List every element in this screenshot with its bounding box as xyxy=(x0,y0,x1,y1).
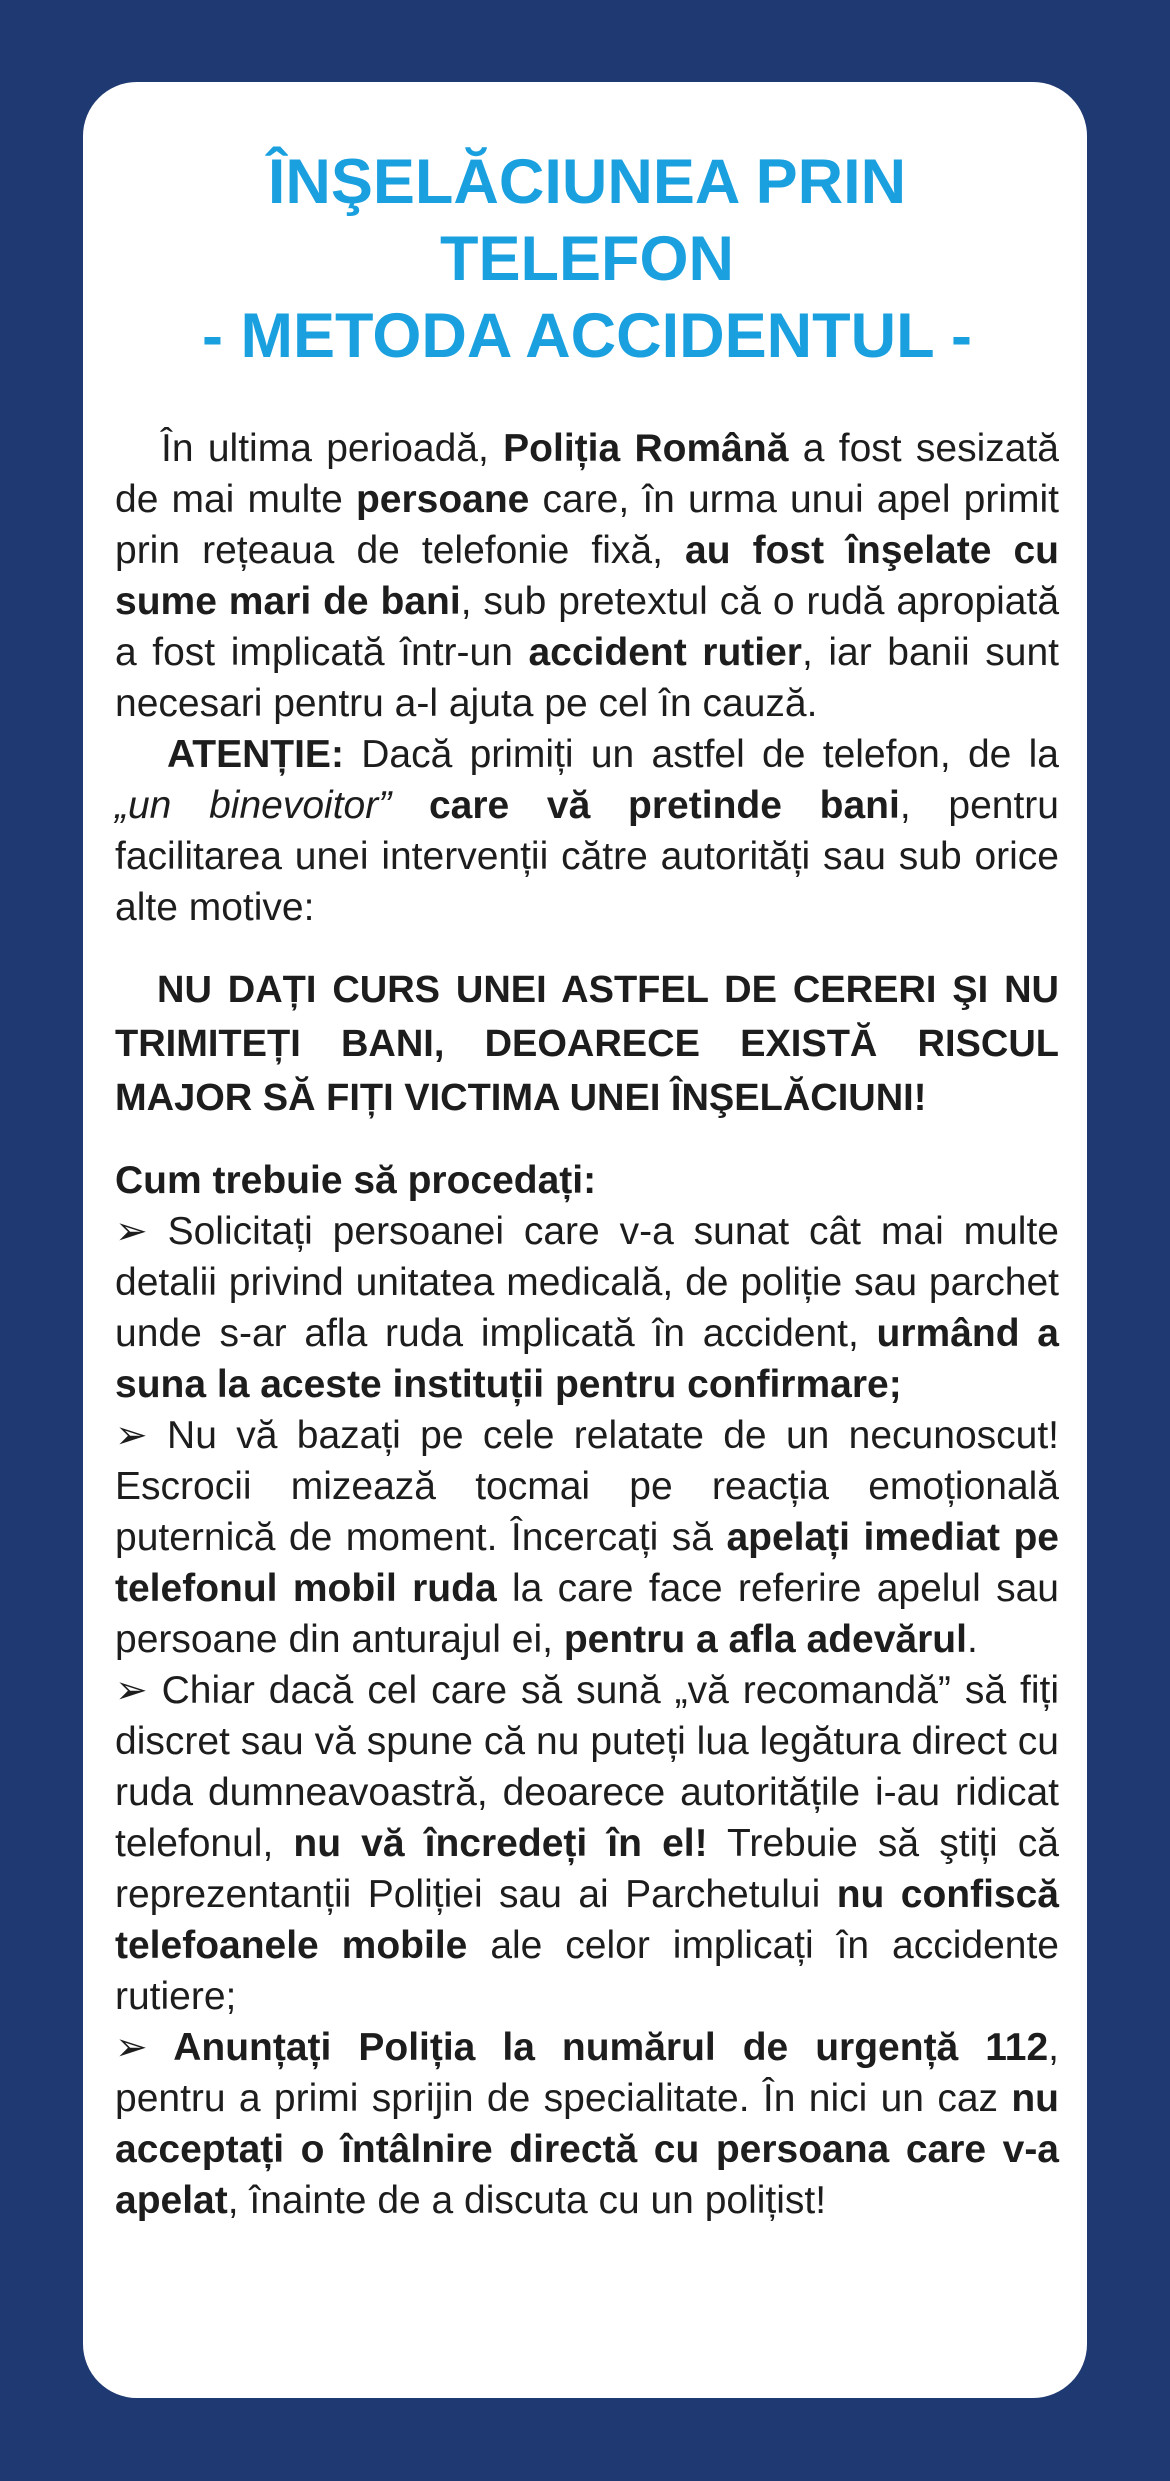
item3-bold-2: nu confiscă telefoanele mobile xyxy=(115,1873,1059,1967)
intro-text-3: care, în urma unui apel primit prin rețeaua de telefonie fixă, xyxy=(115,478,1059,572)
item2-bold-2: pentru a afla adevărul xyxy=(563,1618,967,1661)
item2-bold-1: apelați imediat pe telefonul mobil ruda xyxy=(115,1516,1059,1610)
arrow-bullet-icon: ➢ xyxy=(115,1669,148,1712)
intro-text-4: , sub pretextul că o rudă apropiată a fost implicată într-un xyxy=(115,580,1060,674)
item4-bold-2: nu acceptați o întâlnire directă cu persoana care v-a apelat xyxy=(115,2077,1059,2222)
item2-text-2: la care face referire apelul sau persoane din anturajul ei, xyxy=(115,1567,1059,1661)
title-line-1: ÎNŞELĂCIUNEA PRIN TELEFON xyxy=(267,147,907,294)
howto-heading: Cum trebuie să procedați: xyxy=(115,1159,597,1202)
intro-text-1: În ultima perioadă, xyxy=(161,427,504,470)
item2-text-1: Nu vă bazați pe cele relatate de un necunoscut! Escrocii mizează tocmai pe reacția emoțională puternică de moment. Încercați să xyxy=(115,1414,1059,1559)
item4-text-2: , înainte de a discuta cu un polițist! xyxy=(227,2179,827,2222)
attention-paragraph xyxy=(115,729,1059,933)
item3-text-2: Trebuie să ştiți că reprezentanții Poliției sau ai Parchetului xyxy=(115,1822,1059,1916)
leaflet-title xyxy=(115,144,1059,375)
warning-message: NU DAȚI CURS UNEI ASTFEL DE CERERI ŞI NU TRIMITEȚI BANI, DEOARECE EXISTĂ RISCUL MAJOR SĂ FIȚI VICTIMA UNEI ÎNŞELĂCIUNI! xyxy=(115,969,1059,1119)
intro-bold-1: Poliția Română xyxy=(503,427,789,470)
item2-text-3: . xyxy=(966,1618,978,1661)
intro-text-2: a fost sesizată de mai multe xyxy=(115,427,1059,521)
attention-text-1: Dacă primiți un astfel de telefon, de la xyxy=(343,733,1059,776)
arrow-bullet-icon: ➢ xyxy=(115,1414,148,1457)
attention-label: ATENȚIE: xyxy=(167,733,344,776)
attention-bold: care vă pretinde bani xyxy=(391,784,900,827)
item4-bold-1: Anunțați Poliția la numărul de urgență 112 xyxy=(147,2026,1049,2069)
item1-bold: urmând a suna la aceste instituții pentru confirmare; xyxy=(115,1312,1059,1406)
intro-text-5: , iar banii sunt necesari pentru a-l ajuta pe cel în cauză. xyxy=(115,631,1059,725)
intro-bold-4: accident rutier xyxy=(528,631,802,674)
item3-text-1: Chiar dacă cel care să sună „vă recomandă” să fiți discret sau vă spune că nu puteți lua legătura direct cu ruda dumneavoastră, deoarece autoritățile i-au ridicat telefonul, xyxy=(115,1669,1059,1865)
item1-text: Solicitați persoanei care v-a sunat cât mai multe detalii privind unitatea medicală, de poliție sau parchet unde s-ar afla ruda implicată în accident, xyxy=(115,1210,1059,1355)
intro-paragraph xyxy=(115,423,1059,729)
arrow-bullet-icon: ➢ xyxy=(115,2026,148,2069)
howto-item-3 xyxy=(115,1665,1059,2022)
leaflet-card xyxy=(83,82,1087,2398)
intro-bold-2: persoane xyxy=(355,478,530,521)
arrow-bullet-icon: ➢ xyxy=(115,1210,148,1253)
howto-item-4 xyxy=(115,2022,1059,2226)
attention-text-2: , pentru facilitarea unei intervenții către autorități sau sub orice alte motive: xyxy=(115,784,1059,929)
intro-bold-3: au fost înşelate cu sume mari de bani xyxy=(115,529,1059,623)
item3-text-3: ale celor implicați în accidente rutiere; xyxy=(115,1924,1059,2018)
title-line-2: - METODA ACCIDENTUL - xyxy=(202,301,972,371)
attention-italic: „un binevoitor” xyxy=(115,784,392,827)
item4-text-1: , pentru a primi sprijin de specialitate. În nici un caz xyxy=(115,2026,1059,2120)
howto-item-1 xyxy=(115,1206,1059,1410)
howto-item-2 xyxy=(115,1410,1059,1665)
item3-bold-1: nu vă încredeți în el! xyxy=(293,1822,708,1865)
